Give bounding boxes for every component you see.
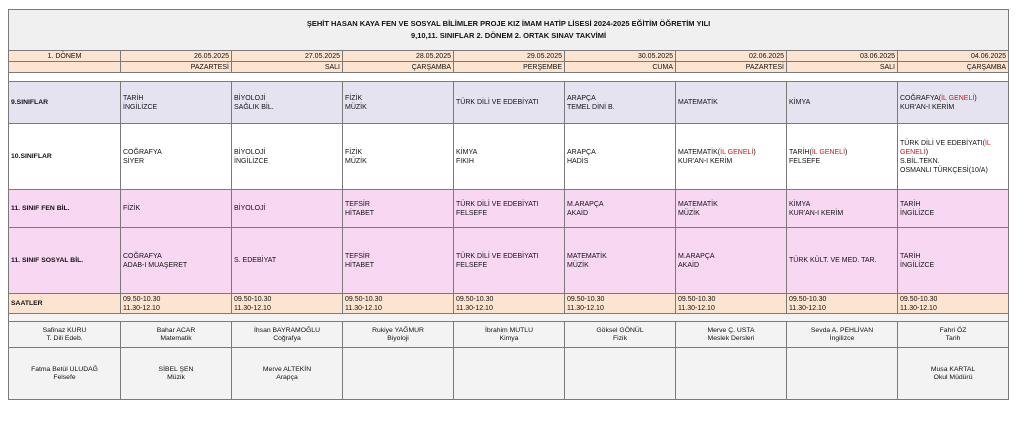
date-cell: 03.06.2025 <box>787 51 898 62</box>
signature-cell <box>343 348 454 400</box>
exam-cell: TÜRK KÜLT. VE MED. TAR. <box>787 228 898 294</box>
hours-cell: 09.50-10.30 11.30-12.10 <box>232 294 343 314</box>
signature-cell: Rukiye YAĞMUR Biyoloji <box>343 322 454 348</box>
day-row <box>9 62 1009 73</box>
exam-cell: COĞRAFYA SİYER <box>121 124 232 190</box>
signature-cell: Sevda A. PEHLİVAN İngilizce <box>787 322 898 348</box>
day-cell: ÇARŞAMBA <box>898 62 1009 73</box>
grade-11-science-row <box>9 190 1009 228</box>
exam-cell: MATEMATİK MÜZİK <box>565 228 676 294</box>
spacer-row <box>9 314 1009 322</box>
grade-11-social-row <box>9 228 1009 294</box>
signature-cell: Bahar ACAR Matematik <box>121 322 232 348</box>
exam-cell: KİMYA FIKIH <box>454 124 565 190</box>
hours-cell: 09.50-10.30 11.30-12.10 <box>898 294 1009 314</box>
day-cell: PAZARTESİ <box>121 62 232 73</box>
exam-cell: TARİH İNGİLİZCE <box>121 82 232 124</box>
exam-cell: TARİH İNGİLİZCE <box>898 228 1009 294</box>
date-row <box>9 51 1009 62</box>
signature-cell <box>787 348 898 400</box>
exam-cell: KİMYA KUR'AN-I KERİM <box>787 190 898 228</box>
signature-row-1 <box>9 322 1009 348</box>
day-cell: SALI <box>232 62 343 73</box>
exam-cell: ARAPÇA HADİS <box>565 124 676 190</box>
hours-cell: 09.50-10.30 11.30-12.10 <box>565 294 676 314</box>
grade-10-row <box>9 124 1009 190</box>
signature-cell: Musa KARTAL Okul Müdürü <box>898 348 1009 400</box>
exam-cell: BİYOLOJİ <box>232 190 343 228</box>
exam-cell: M.ARAPÇA AKAİD <box>565 190 676 228</box>
signature-cell: Göksel GÖNÜL Fizik <box>565 322 676 348</box>
day-cell: SALI <box>787 62 898 73</box>
signature-cell <box>454 348 565 400</box>
exam-cell: MATEMATİK <box>676 82 787 124</box>
date-cell: 04.06.2025 <box>898 51 1009 62</box>
row-label: 11. SINIF FEN BİL. <box>9 190 121 228</box>
exam-cell: TÜRK DİLİ VE EDEBİYATI FELSEFE <box>454 228 565 294</box>
exam-cell: FİZİK <box>121 190 232 228</box>
exam-cell: COĞRAFYA(İL GENELİ) KUR'AN-I KERİM <box>898 82 1009 124</box>
signature-cell <box>565 348 676 400</box>
day-label-empty <box>9 62 121 73</box>
date-cell: 27.05.2025 <box>232 51 343 62</box>
day-cell: ÇARŞAMBA <box>343 62 454 73</box>
day-cell: PAZARTESİ <box>676 62 787 73</box>
exam-cell: TEFSİR HİTABET <box>343 228 454 294</box>
signature-cell: Merve ALTEKİN Arapça <box>232 348 343 400</box>
exam-cell: TARİH(İL GENELİ) FELSEFE <box>787 124 898 190</box>
hours-cell: 09.50-10.30 11.30-12.10 <box>121 294 232 314</box>
exam-cell: TÜRK DİLİ VE EDEBİYATI(İL GENELİ) S.BİL.TEKN. OSMANLI TÜRKÇESİ(10/A) <box>898 124 1009 190</box>
exam-cell: TÜRK DİLİ VE EDEBİYATI FELSEFE <box>454 190 565 228</box>
exam-cell: TEFSİR HİTABET <box>343 190 454 228</box>
signature-cell <box>676 348 787 400</box>
exam-cell: ARAPÇA TEMEL DİNİ B. <box>565 82 676 124</box>
exam-schedule-table <box>8 9 1009 400</box>
day-cell: PERŞEMBE <box>454 62 565 73</box>
hours-label: SAATLER <box>9 294 121 314</box>
hours-cell: 09.50-10.30 11.30-12.10 <box>787 294 898 314</box>
row-label: 11. SINIF SOSYAL BİL. <box>9 228 121 294</box>
exam-cell: COĞRAFYA ADAB-I MUAŞERET <box>121 228 232 294</box>
day-cell: CUMA <box>565 62 676 73</box>
exam-cell: KİMYA <box>787 82 898 124</box>
exam-cell: S. EDEBİYAT <box>232 228 343 294</box>
date-cell: 28.05.2025 <box>343 51 454 62</box>
date-cell: 30.05.2025 <box>565 51 676 62</box>
exam-cell: TÜRK DİLİ VE EDEBİYATI <box>454 82 565 124</box>
exam-schedule-sheet <box>8 9 1008 400</box>
exam-cell: M.ARAPÇA AKAİD <box>676 228 787 294</box>
hours-cell: 09.50-10.30 11.30-12.10 <box>343 294 454 314</box>
exam-cell: MATEMATİK(İL GENELİ) KUR'AN-I KERİM <box>676 124 787 190</box>
grade-9-row <box>9 82 1009 124</box>
date-cell: 02.06.2025 <box>676 51 787 62</box>
exam-cell: FİZİK MÜZİK <box>343 124 454 190</box>
signature-cell: Fahri ÖZ Tarih <box>898 322 1009 348</box>
hours-cell: 09.50-10.30 11.30-12.10 <box>676 294 787 314</box>
exam-cell: BİYOLOJİ İNGİLİZCE <box>232 124 343 190</box>
signature-cell: İhsan BAYRAMOĞLU Coğrafya <box>232 322 343 348</box>
signature-cell: Merve Ç. USTA Meslek Dersleri <box>676 322 787 348</box>
row-label: 10.SINIFLAR <box>9 124 121 190</box>
hours-cell: 09.50-10.30 11.30-12.10 <box>454 294 565 314</box>
schedule-title <box>9 10 1009 51</box>
spacer-row <box>9 73 1009 82</box>
signature-row-2 <box>9 348 1009 400</box>
hours-row <box>9 294 1009 314</box>
signature-cell: Fatma Betül ULUDAĞ Felsefe <box>9 348 121 400</box>
row-label: 9.SINIFLAR <box>9 82 121 124</box>
date-cell: 26.05.2025 <box>121 51 232 62</box>
signature-cell: İbrahim MUTLU Kimya <box>454 322 565 348</box>
exam-cell: TARİH İNGİLİZCE <box>898 190 1009 228</box>
signature-cell: Safinaz KURU T. Dili Edeb. <box>9 322 121 348</box>
signature-cell: SİBEL ŞEN Müzik <box>121 348 232 400</box>
title-line-2: 9,10,11. SINIFLAR 2. DÖNEM 2. ORTAK SINAV TAKVİMİ <box>411 31 607 40</box>
date-cell: 29.05.2025 <box>454 51 565 62</box>
term-label: 1. DÖNEM <box>9 51 121 62</box>
exam-cell: FİZİK MÜZİK <box>343 82 454 124</box>
exam-cell: BİYOLOJİ SAĞLIK BİL. <box>232 82 343 124</box>
exam-cell: MATEMATİK MÜZİK <box>676 190 787 228</box>
title-line-1: ŞEHİT HASAN KAYA FEN VE SOSYAL BİLİMLER PROJE KIZ İMAM HATİP LİSESİ 2024-2025 EĞİTİM ÖĞRETİM YILI <box>306 19 711 28</box>
